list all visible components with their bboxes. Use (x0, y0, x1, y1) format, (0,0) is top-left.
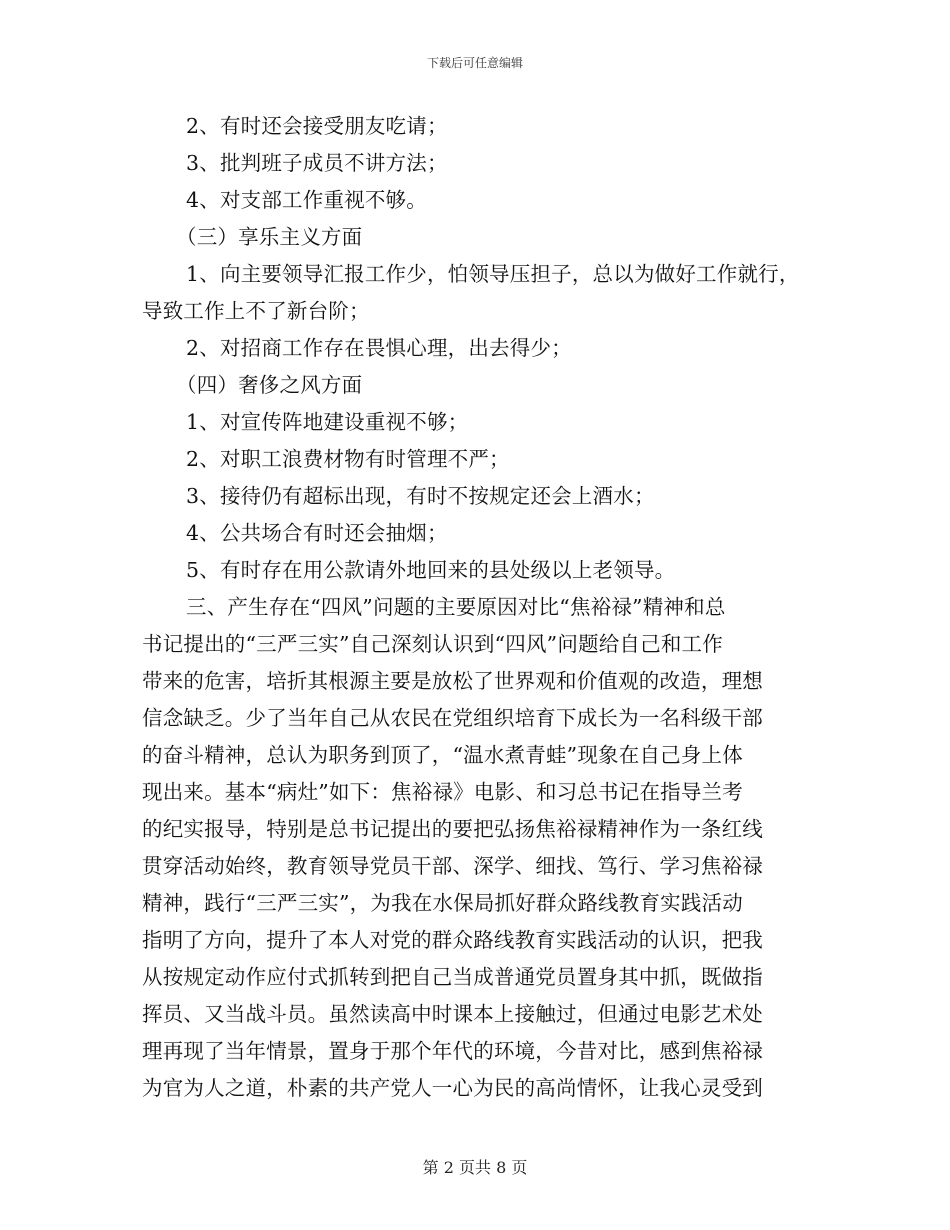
body-line: 1、对宣传阵地建设重视不够； (186, 410, 469, 434)
body-line: 2、对职工浪费材物有时管理不严； (186, 447, 510, 471)
page-header: 下载后可任意编辑 (426, 56, 523, 70)
body-line: 带来的危害，培折其根源主要是放松了世界观和价值观的改造，理想 (142, 669, 763, 693)
body-line: 精神，践行“三严三实”，为我在水保局抓好群众路线教育实践活动 (142, 891, 743, 915)
body-line: 指明了方向，提升了本人对党的群众路线教育实践活动的认识，把我 (142, 928, 763, 952)
body-line: 4、对支部工作重视不够。 (186, 188, 427, 212)
body-line: 导致工作上不了新台阶； (142, 299, 370, 323)
body-line: 的纪实报导，特别是总书记提出的要把弘扬焦裕禄精神作为一条红线 (142, 817, 763, 841)
body-line: 三、产生存在“四风”问题的主要原因对比“焦裕禄”精神和总 (186, 595, 726, 619)
body-line: 3、批判班子成员不讲方法； (186, 151, 448, 175)
body-line: 3、接待仍有超标出现，有时不按规定还会上酒水； (186, 484, 655, 508)
body-line: 从按规定动作应付式抓转到把自己当成普通党员置身其中抓，既做指 (142, 965, 763, 989)
body-line: 的奋斗精神，总认为职务到顶了，“温水煮青蛙”现象在自己身上体 (142, 743, 743, 767)
page-footer: 第 2 页共 8 页 (422, 1158, 528, 1177)
body-line: 4、公共场合有时还会抽烟； (186, 521, 448, 545)
body-line: 贯穿活动始终，教育领导党员干部、深学、细找、笃行、学习焦裕禄 (142, 854, 763, 878)
body-line: 书记提出的“三严三实”自己深刻认识到“四风”问题给自己和工作 (142, 632, 723, 656)
body-line: 5、有时存在用公款请外地回来的县处级以上老领导。 (186, 558, 676, 582)
document-body (142, 108, 822, 1107)
section-heading: （四）奢侈之风方面 (176, 373, 363, 397)
body-line: 1、向主要领导汇报工作少，怕领导压担子，总以为做好工作就行， (186, 262, 800, 286)
body-line: 现出来。基本“病灶”如下：焦裕禄》电影、和习总书记在指导兰考 (142, 780, 743, 804)
section-heading: （三）享乐主义方面 (176, 225, 363, 249)
body-line: 理再现了当年情景，置身于那个年代的环境，今昔对比，感到焦裕禄 (142, 1039, 763, 1063)
body-line: 2、有时还会接受朋友吃请； (186, 114, 448, 138)
body-line: 2、对招商工作存在畏惧心理，出去得少； (186, 336, 572, 360)
body-line: 挥员、又当战斗员。虽然读高中时课本上接触过，但通过电影艺术处 (142, 1002, 763, 1026)
body-line: 为官为人之道，朴素的共产党人一心为民的高尚情怀，让我心灵受到 (142, 1076, 763, 1100)
body-line: 信念缺乏。少了当年自己从农民在党组织培育下成长为一名科级干部 (142, 706, 763, 730)
